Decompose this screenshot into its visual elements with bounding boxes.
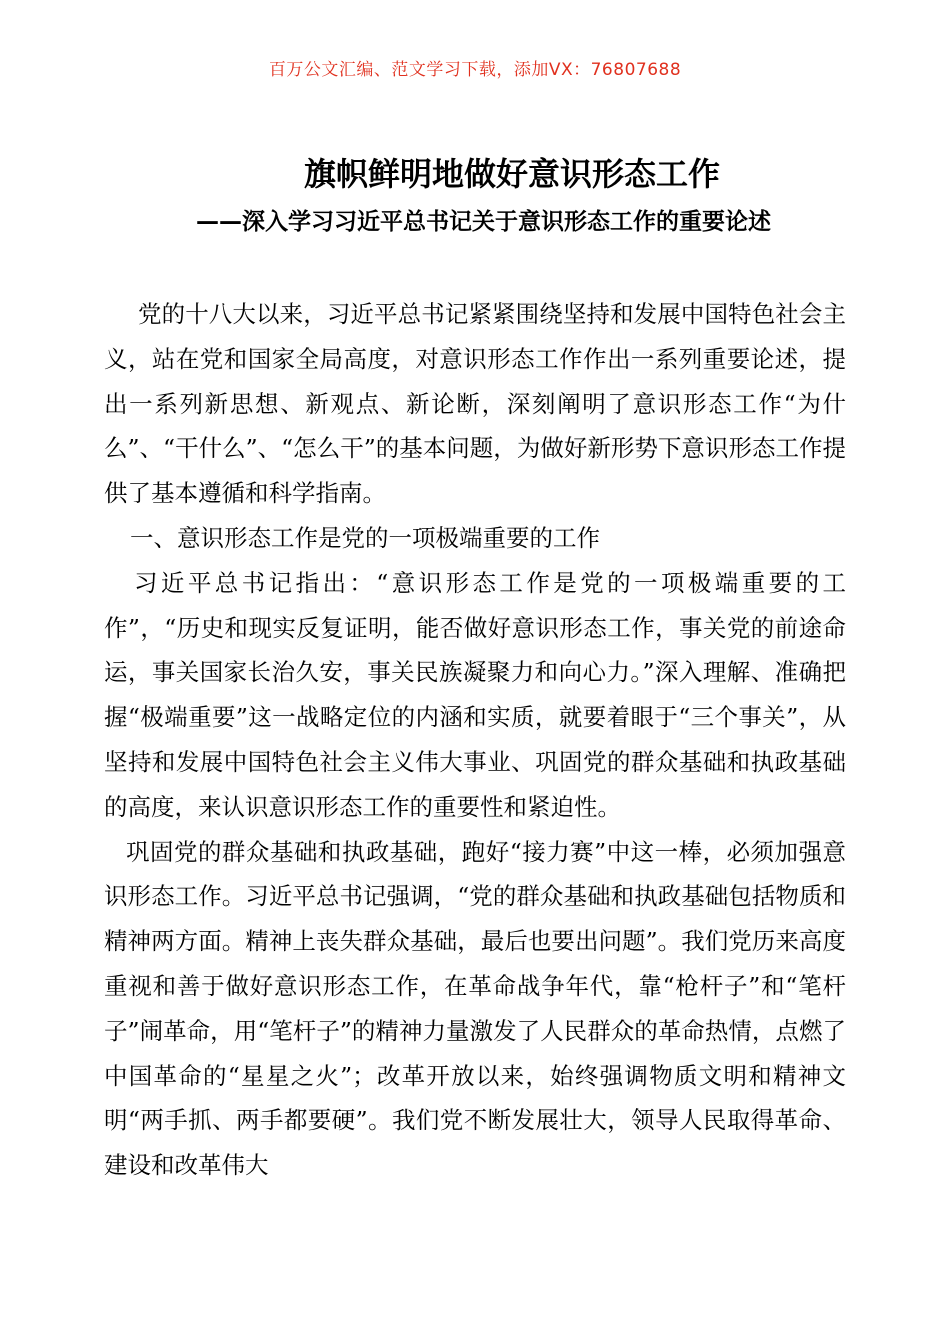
document-title: 旗帜鲜明地做好意识形态工作 [304,155,721,193]
section-heading-1: 一、意识形态工作是党的一项极端重要的工作 [130,523,600,552]
document-subtitle: ——深入学习习近平总书记关于意识形态工作的重要论述 [196,209,771,235]
header-watermark-note: 百万公文汇编、范文学习下载，添加VX：76807688 [268,60,682,80]
paragraph-section-1-a: 习近平总书记指出：“意识形态工作是党的一项极端重要的工作”，“历史和现实反复证明，能否做好意识形态工作，事关党的前途命运，事关国家长治久安，事关民族凝聚力和向心力。”深入理解、准确把握“极端重要”这一战略定位的内涵和实质，就要着眼于“三个事关”，从坚持和发展中国特色社会主义伟大事业、巩固党的群众基础和执政基础的高度，来认识意识形态工作的重要性和紧迫性。 [104,568,846,821]
paragraph-intro: 党的十八大以来，习近平总书记紧紧围绕坚持和发展中国特色社会主义，站在党和国家全局高度，对意识形态工作作出一系列重要论述，提出一系列新思想、新观点、新论断，深刻阐明了意识形态工作“为什么”、“干什么”、“怎么干”的基本问题，为做好新形势下意识形态工作提供了基本遵循和科学指南。 [104,300,846,508]
paragraph-section-1-b: 巩固党的群众基础和执政基础，跑好“接力赛”中这一棒，必须加强意识形态工作。习近平总书记强调，“党的群众基础和执政基础包括物质和精神两方面。精神上丧失群众基础，最后也要出问题”。我们党历来高度重视和善于做好意识形态工作，在革命战争年代，靠“枪杆子”和“笔杆子”闹革命，用“笔杆子”的精神力量激发了人民群众的革命热情，点燃了中国革命的“星星之火”；改革开放以来，始终强调物质文明和精神文明“两手抓、两手都要硬”。我们党不断发展壮大，领导人民取得革命、建设和改革伟大 [104,837,846,1180]
document-body [104,292,846,1188]
